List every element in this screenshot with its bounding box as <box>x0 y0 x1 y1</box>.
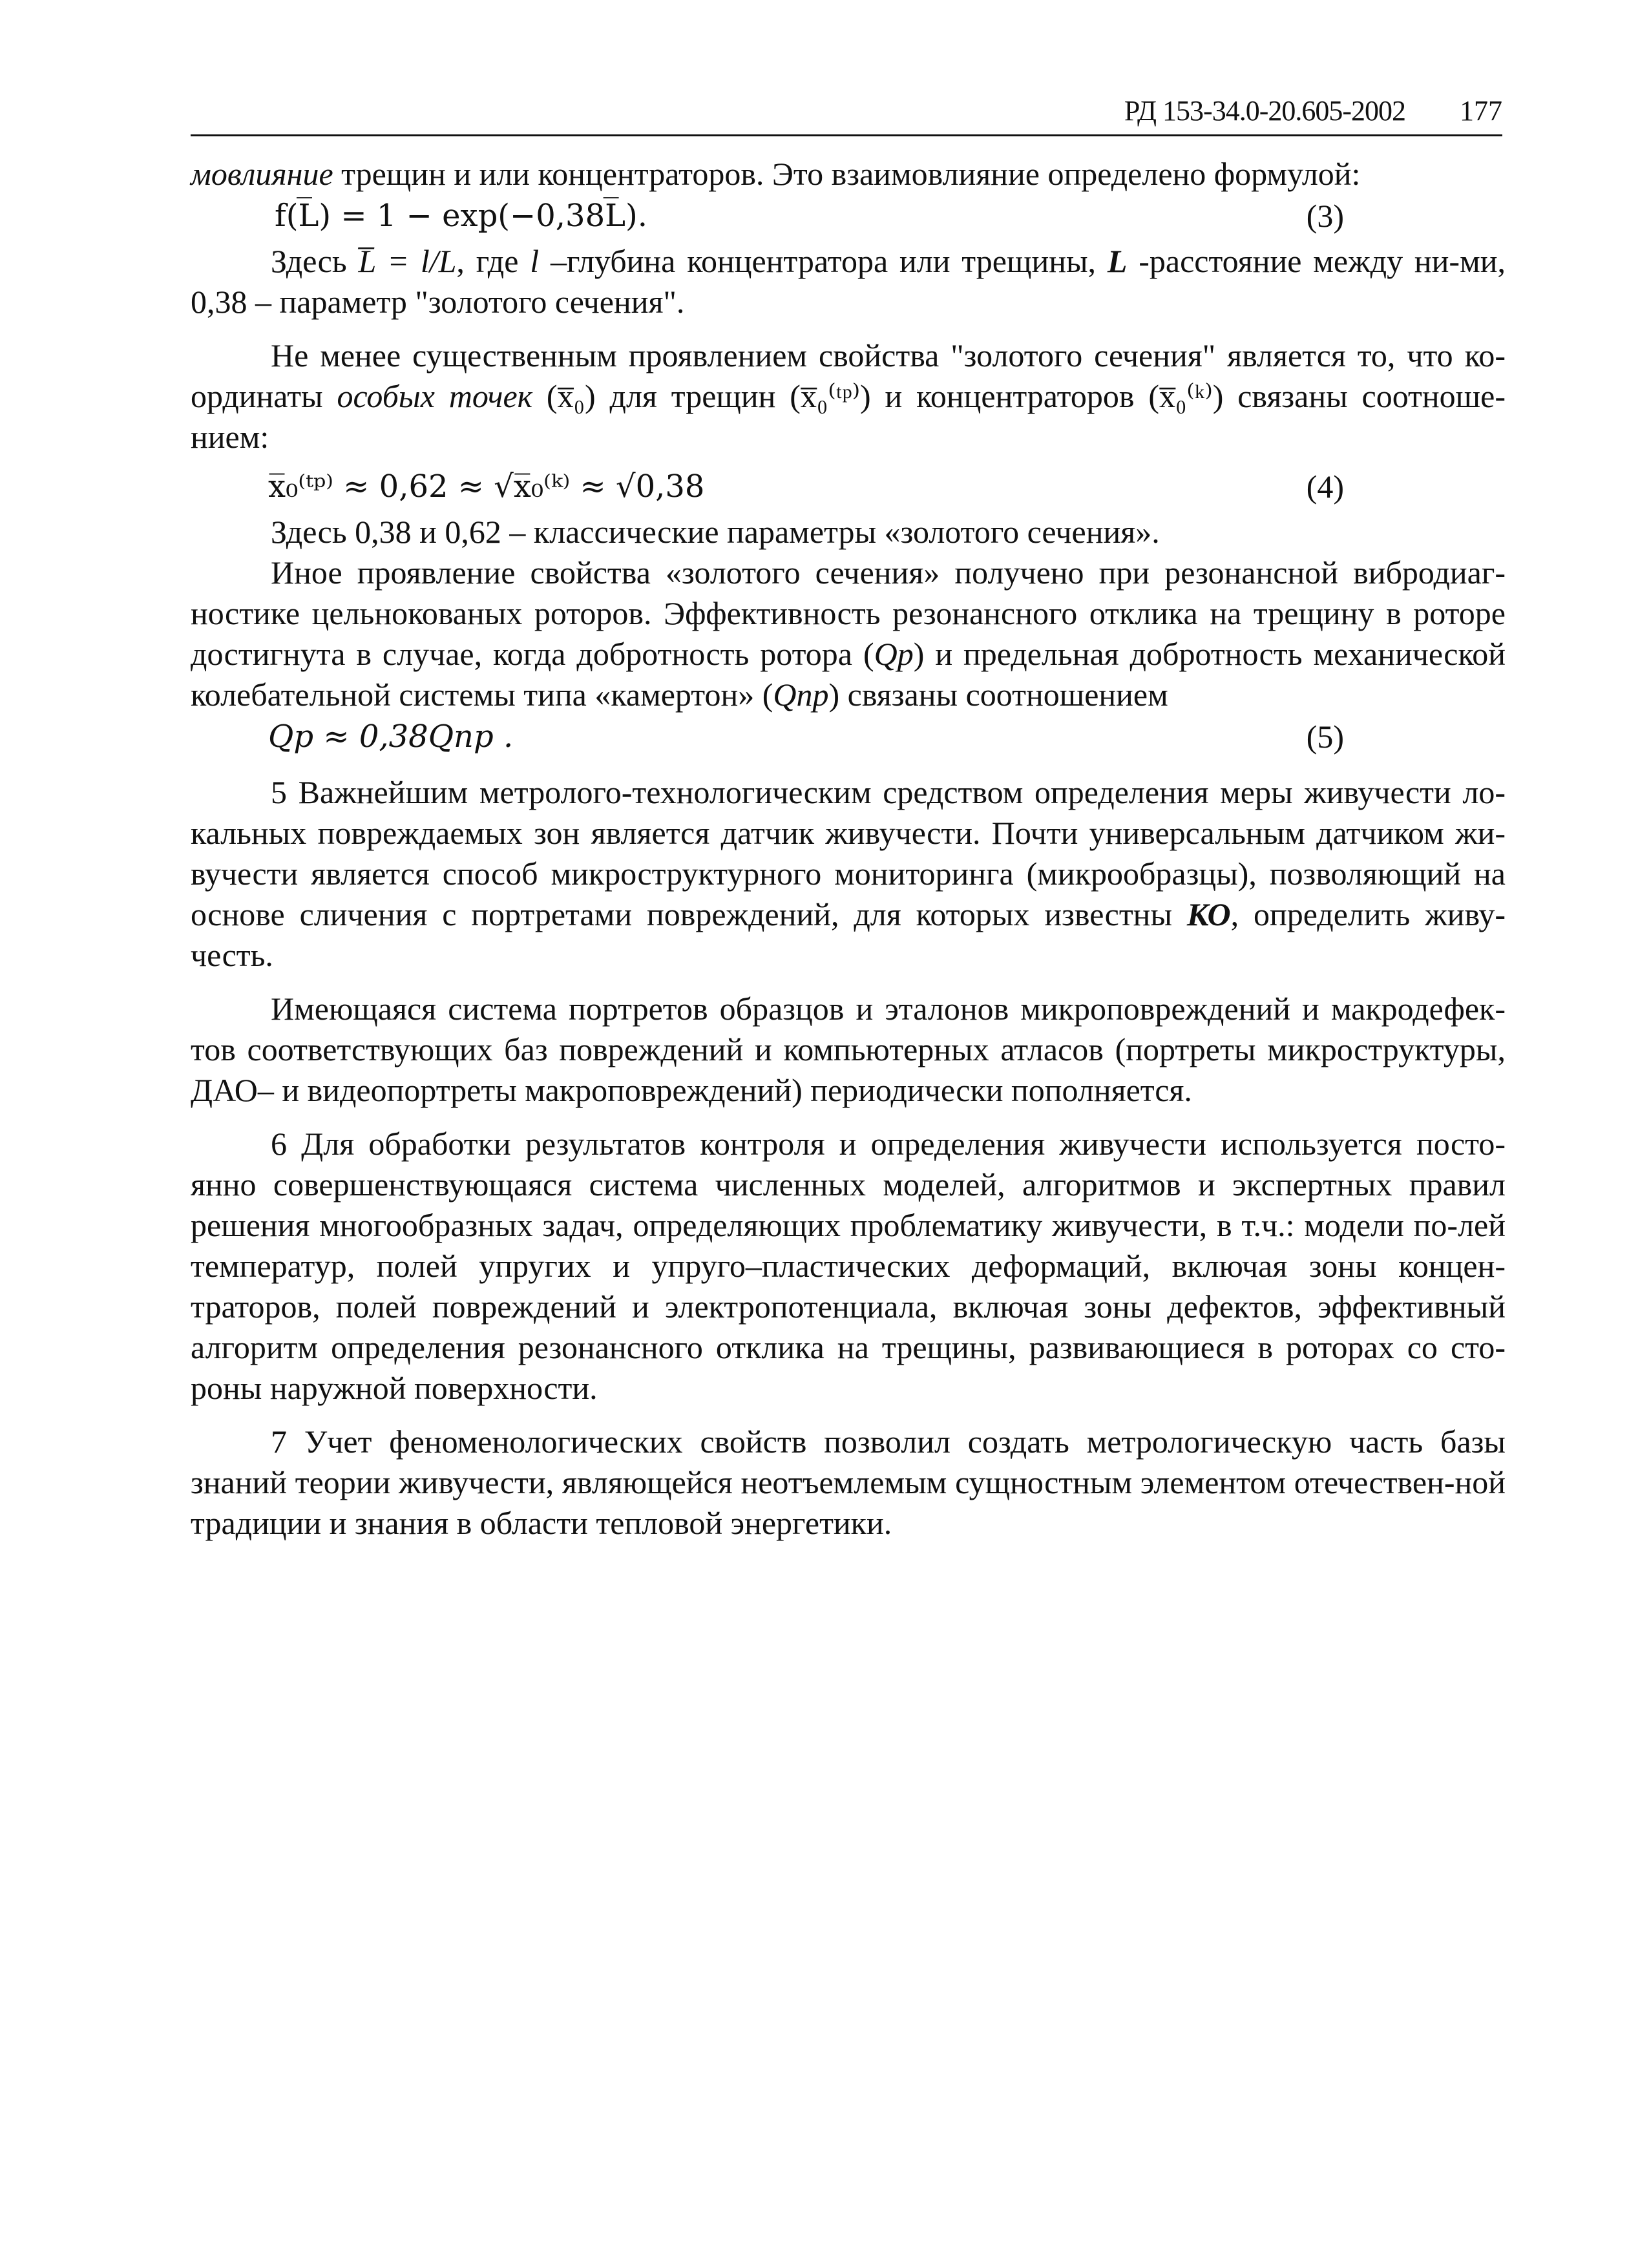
document-reference: РД 153-34.0-20.605-2002 <box>1124 95 1405 127</box>
paragraph-3 <box>191 335 1506 457</box>
page-number: 177 <box>1460 95 1502 127</box>
p5-text-c: ) связаны соотношением <box>828 677 1168 713</box>
p3-text-a: Не менее существенным проявлением свойства "золотого сечения" является то, что ко-ординаты <box>191 337 1506 414</box>
p3-text-b: (x̅₀) для трещин (x̅₀⁽ᵗᵖ⁾) и концентраторов (x̅₀⁽ᵏ⁾) связаны соотноше-нием: <box>191 378 1506 455</box>
paragraph-9: 7 Учет феноменологических свойств позволил создать метрологическую часть базы знаний теории живучести, являющейся неотъемлемым сущностным элементом отечествен-ной традиции и знания в области тепловой энергетики. <box>191 1423 1506 1541</box>
p5-qp: Qр <box>874 636 914 672</box>
formula-4-expression: x̅₀⁽ᵗᵖ⁾ ≈ 0,62 ≈ √x̅₀⁽ᵏ⁾ ≈ √0,38 <box>268 468 705 505</box>
paragraph-8: 6 Для обработки результатов контроля и определения живучести используется посто-янно совершенствующаяся система численных моделей, алгоритмов и экспертных правил решения многообразных задач, определяющих проблематику живучести, в т.ч.: модели по-лей температур, полей упругих и упруго–пластических деформаций, включая зоны концен-траторов, полей повреждений и электропотенциала, включая зоны дефектов, эффективный алгоритм определения резонансного отклика на трещины, развивающиеся в роторах со сто-роны наружной поверхности. <box>191 1126 1506 1406</box>
p6-text-b: , определить живу-честь. <box>191 896 1506 973</box>
p2-var-L: L <box>1107 243 1128 279</box>
paragraph-4: Здесь 0,38 и 0,62 – классические параметры «золотого сечения». <box>271 514 1160 550</box>
formula-3 <box>191 196 1506 238</box>
paragraph-5 <box>191 552 1506 715</box>
p2-text-a: Здесь <box>271 243 359 279</box>
page-header <box>191 83 1502 136</box>
p5-text-b: ) и предельная добротность механической колебательной системы типа «камертон» ( <box>191 636 1506 713</box>
formula-5 <box>191 717 1506 759</box>
paragraph-7: Имеющаяся система портретов образцов и эталонов микроповреждений и макродефек-тов соответствующих баз повреждений и компьютерных атласов (портреты микроструктуры, ДАО– и видеопортреты макроповреждений) периодически пополняется. <box>191 991 1506 1108</box>
p6-text-a: 5 Важнейшим метролого-технологическим средством определения меры живучести ло-кальных повреждаемых зон является датчик живучести. Почти универсальным датчиком жи-вучести является способ микроструктурного мониторинга (микрообразцы), позволяющий на основе сличения с портретами повреждений, для которых известны <box>191 774 1506 932</box>
p2-text-b: , где <box>456 243 530 279</box>
paragraph-6 <box>191 772 1506 976</box>
formula-4 <box>191 467 1506 509</box>
p3-italic: особых точек <box>337 378 533 414</box>
p5-text-a: Иное проявление свойства «золотого сечения» получено при резонансной вибродиаг-ностике цельнокованых роторов. Эффективность резонансного отклика на трещину в роторе достигнута в случае, когда добротность ротора ( <box>191 554 1506 672</box>
p6-ko: КО <box>1186 896 1231 932</box>
formula-3-number: (3) <box>1306 198 1344 234</box>
italic-word: мовлияние <box>191 156 333 192</box>
p2-formula: L̅ = l/L <box>358 243 457 279</box>
paragraph-1 <box>191 154 1506 194</box>
p5-qpr: Qпр <box>773 677 829 713</box>
formula-4-number: (4) <box>1306 468 1344 505</box>
p2-text-c: –глубина концентратора или трещины, <box>539 243 1108 279</box>
page-body <box>191 154 1506 1544</box>
formula-3-expression: f(L̅) = 1 − exp(−0,38L̅). <box>275 198 647 234</box>
p2-text-d: -расстояние между ни-ми, 0,38 – параметр "золотого сечения". <box>191 243 1506 320</box>
formula-5-expression: Qр ≈ 0,38Qпр . <box>268 719 514 755</box>
formula-5-number: (5) <box>1306 719 1344 755</box>
paragraph-1-text: трещин и или концентраторов. Это взаимовлияние определено формулой: <box>333 156 1361 192</box>
paragraph-2 <box>191 241 1506 322</box>
p2-var-l: l <box>530 243 540 279</box>
